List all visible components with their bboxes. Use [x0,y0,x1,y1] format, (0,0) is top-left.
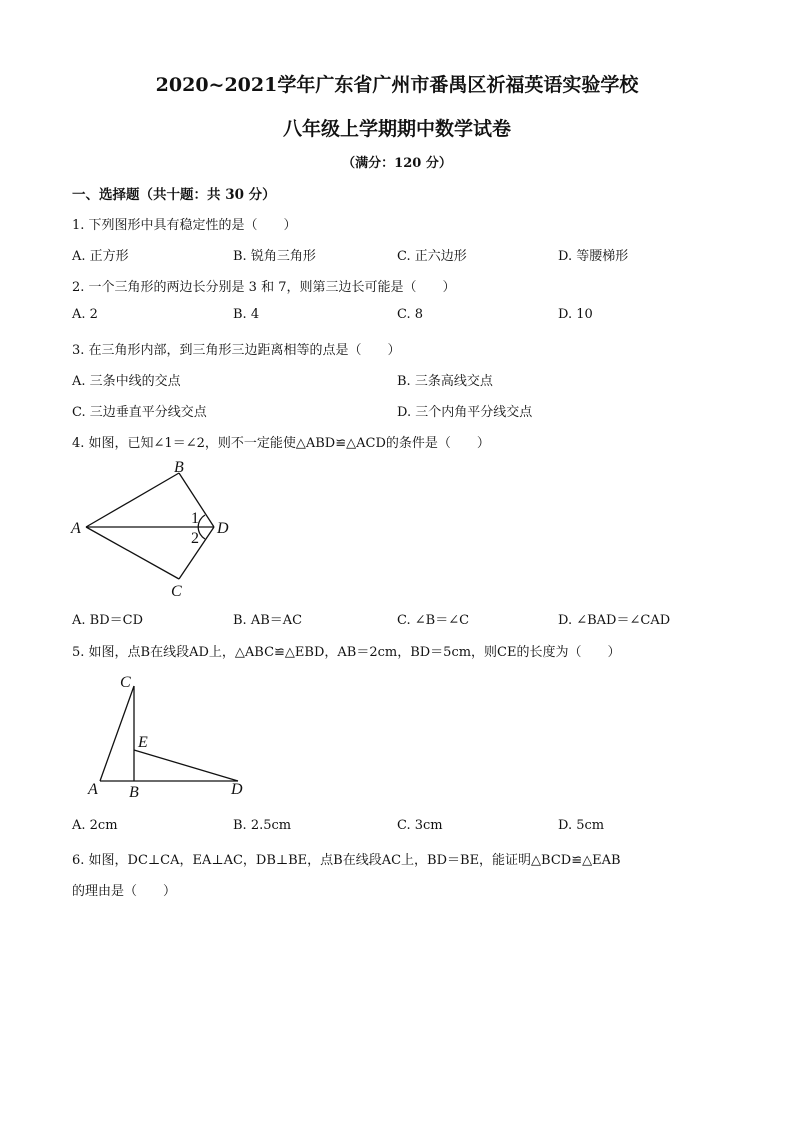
fig4-label-d: D [217,520,229,537]
fig4-label-c: C [171,583,182,600]
q2-option-b: B. 4 [233,307,260,322]
q5-option-d: D. 5cm [558,818,605,833]
full-score: （满分：120 分） [342,156,452,171]
fig5-label-a: A [88,781,98,798]
q3-option-d: D. 三个内角平分线交点 [397,405,533,420]
q2-option-d: D. 10 [558,307,593,322]
fig4-label-a: A [71,520,81,537]
figure-q4-quadrilateral [66,455,236,605]
fig5-label-e: E [138,734,148,751]
q2-option-a: A. 2 [72,307,98,322]
q4-option-a: A. BD＝CD [72,613,143,628]
q3-option-a: A. 三条中线的交点 [72,374,181,389]
q2-option-c: C. 8 [397,307,424,322]
fig4-angle-1: 1 [191,510,199,527]
exam-title-line1: 2020~2021学年广东省广州市番禺区祈福英语实验学校 [155,74,639,96]
q4-option-d: D. ∠BAD＝∠CAD [558,613,671,628]
figure-q5-triangles [80,668,260,803]
q1-option-a: A. 正方形 [72,249,129,264]
question-4-stem: 4. 如图，已知∠1＝∠2，则不一定能使△ABD≌△ACD的条件是（ ） [72,436,490,451]
q5-option-b: B. 2.5cm [233,818,292,833]
q3-option-b: B. 三条高线交点 [397,374,493,389]
q1-option-d: D. 等腰梯形 [558,249,629,264]
fig5-label-d: D [231,781,243,798]
question-6-stem-line1: 6. 如图，DC⊥CA，EA⊥AC，DB⊥BE，点B在线段AC上，BD＝BE，能证明△BCD≌△EAB [72,853,621,868]
q5-option-c: C. 3cm [397,818,443,833]
q4-option-b: B. AB＝AC [233,613,303,628]
question-1-stem: 1. 下列图形中具有稳定性的是（ ） [72,218,297,233]
q5-option-a: A. 2cm [72,818,118,833]
question-3-stem: 3. 在三角形内部，到三角形三边距离相等的点是（ ） [72,343,401,358]
exam-title-line2: 八年级上学期期中数学试卷 [282,118,511,140]
fig5-label-b: B [129,784,139,801]
q1-option-c: C. 正六边形 [397,249,467,264]
question-6-stem-line2: 的理由是（ ） [72,884,177,899]
question-5-stem: 5. 如图，点B在线段AD上，△ABC≌△EBD，AB＝2cm，BD＝5cm，则CE的长度为（ ） [72,645,621,660]
q1-option-b: B. 锐角三角形 [233,249,316,264]
fig4-angle-2: 2 [191,530,199,547]
q4-option-c: C. ∠B＝∠C [397,613,470,628]
section-heading: 一、选择题（共十题：共 30 分） [72,187,276,203]
q3-option-c: C. 三边垂直平分线交点 [72,405,207,420]
fig5-label-c: C [120,674,131,691]
fig4-label-b: B [174,459,184,476]
question-2-stem: 2. 一个三角形的两边长分别是 3 和 7，则第三边长可能是（ ） [72,280,456,295]
